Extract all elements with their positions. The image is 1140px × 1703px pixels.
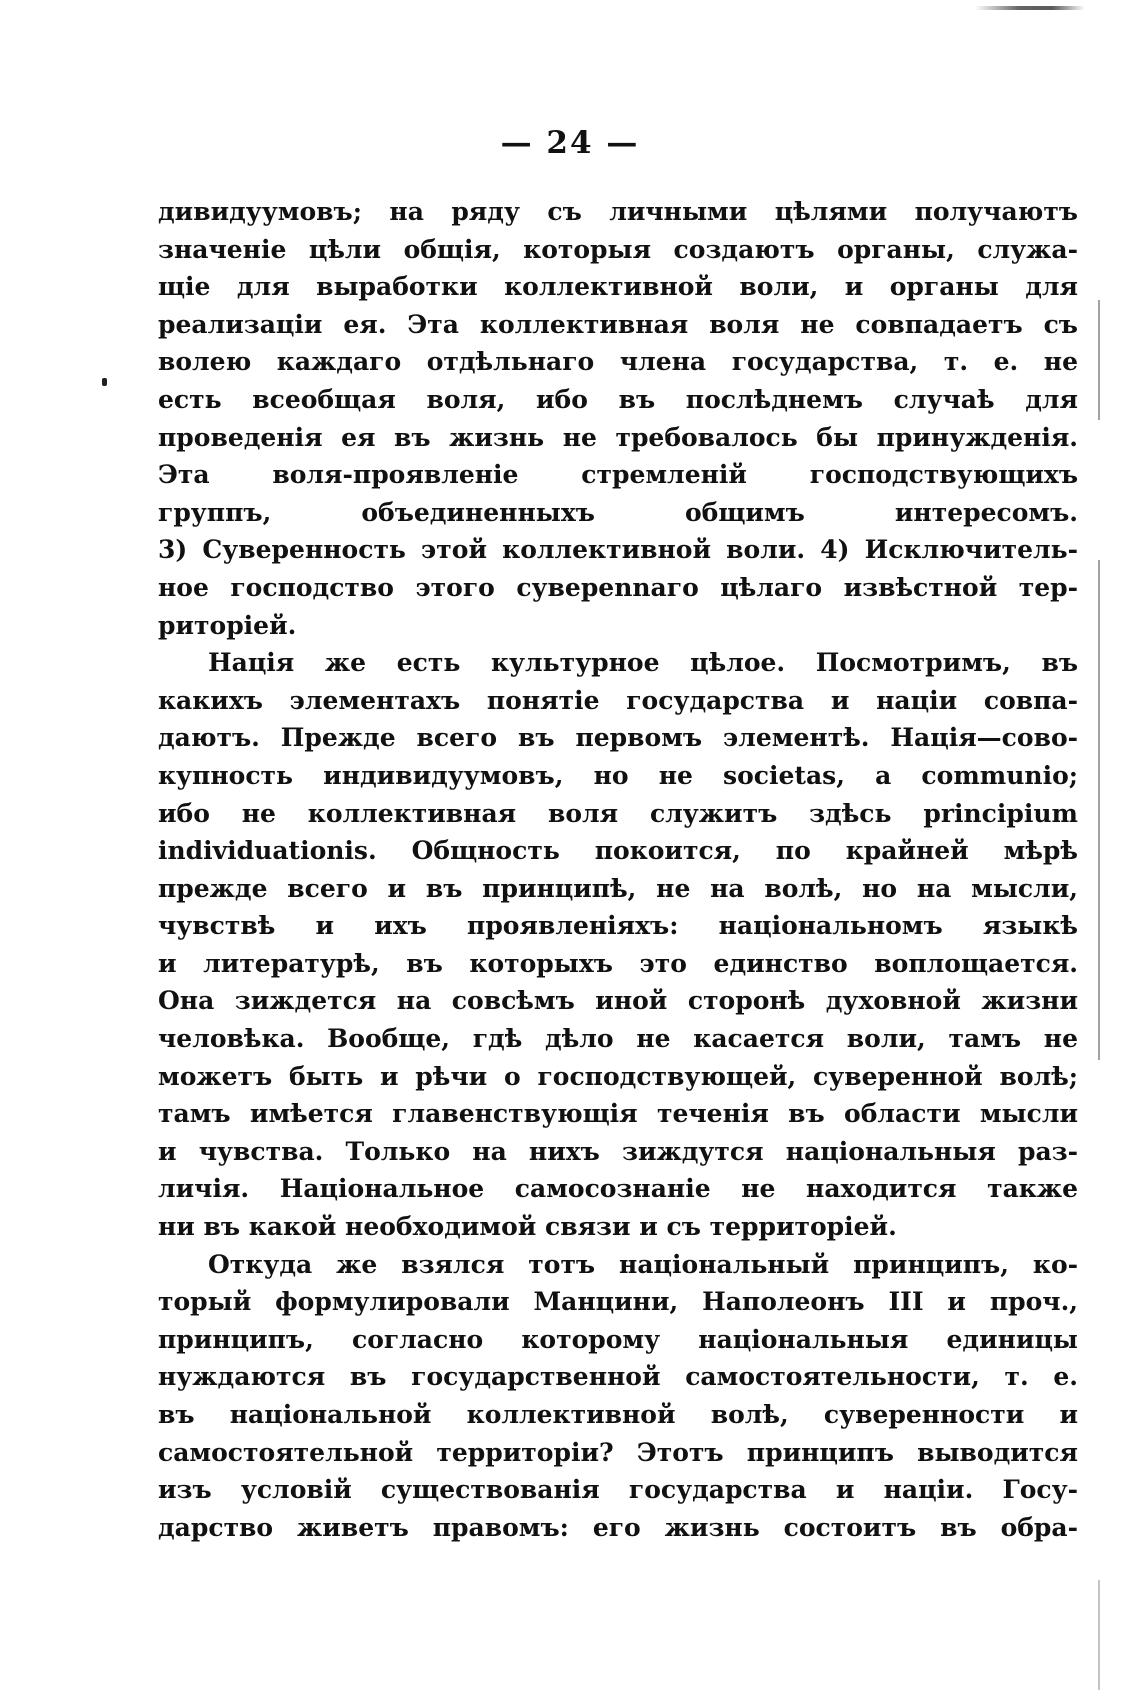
text-line: какихъ элементахъ понятіе государства и націи совпа- [158, 685, 1078, 715]
text-line: принципъ, согласно которому національныя единицы [158, 1324, 1078, 1354]
text-line: группъ, объединенныхъ общимъ интересомъ. [158, 497, 1078, 527]
text-line: проведенія ея въ жизнь не требовалось бы принужденія. [158, 422, 1078, 452]
text-line: личія. Національное самосознаніе не находится также [158, 1174, 1078, 1204]
text-line: значеніе цѣли общія, которыя создаютъ органы, служа- [158, 234, 1078, 264]
text-line: реализаціи ея. Эта коллективная воля не совпадаетъ съ [158, 309, 1078, 339]
text-line: Эта воля-проявленіе стремленій господствующихъ [158, 460, 1078, 490]
text-line: чувствѣ и ихъ проявленіяхъ: національномъ языкѣ [158, 911, 1078, 941]
text-line: есть всеобщая воля, ибо въ послѣднемъ случаѣ для [158, 384, 1078, 414]
text-line: прежде всего и въ принципѣ, не на волѣ, но на мысли, [158, 873, 1078, 903]
text-line: можетъ быть и рѣчи о господствующей, суверенной волѣ; [158, 1061, 1078, 1091]
text-line: Она зиждется на совсѣмъ иной сторонѣ духовной жизни [158, 986, 1078, 1016]
text-line: купность индивидуумовъ, но не societas, а communio; [158, 760, 1078, 790]
text-line: риторіей. [158, 610, 297, 640]
text-line: изъ условій существованія государства и націи. Госу- [158, 1475, 1078, 1505]
paragraph-start-line: Нація же есть культурное цѣлое. Посмотримъ, въ [208, 648, 1078, 678]
text-line: нуждаются въ государственной самостоятельности, т. е. [158, 1362, 1078, 1392]
text-line: дарство живетъ правомъ: его жизнь состоитъ въ обра- [158, 1512, 1078, 1542]
text-line: ное господство этого суверennaго цѣлаго извѣстной тер- [158, 572, 1078, 602]
scan-artifact-edge [1098, 560, 1100, 1060]
text-line: тамъ имѣется главенствующія теченія въ области мысли [158, 1099, 1078, 1129]
text-line: волею каждаго отдѣльнаго члена государства, т. е. не [158, 347, 1078, 377]
stray-ink-mark [102, 378, 107, 386]
text-line: человѣка. Вообще, гдѣ дѣло не касается воли, тамъ не [158, 1024, 1078, 1054]
text-line: щіе для выработки коллективной воли, и органы для [158, 272, 1078, 302]
page-number: — 24 — [500, 125, 640, 161]
text-line: дивидуумовъ; на ряду съ личными цѣлями получаютъ [158, 197, 1078, 226]
scan-artifact-edge [1098, 300, 1100, 420]
scan-artifact-corner [975, 6, 1085, 10]
text-line: и литературѣ, въ которыхъ это единство воплощается. [158, 948, 1078, 978]
text-line: торый формулировали Манцини, Наполеонъ III и проч., [158, 1287, 1078, 1317]
text-line: 3) Суверенность этой коллективной воли. 4) Исключитель- [158, 535, 1078, 565]
text-line: и чувства. Только на нихъ зиждутся національныя раз- [158, 1136, 1078, 1166]
text-line: ни въ какой необходимой связи и съ территоріей. [158, 1212, 897, 1242]
text-line: въ національной коллективной волѣ, суверенности и [158, 1400, 1078, 1429]
text-line: individuationis. Общность покоится, по крайней мѣрѣ [158, 836, 1078, 866]
body-text [158, 193, 1078, 1546]
scan-artifact-edge [1098, 1580, 1100, 1690]
paragraph-start-line: Откуда же взялся тотъ національный принципъ, ко- [208, 1249, 1078, 1279]
text-line: ибо не коллективная воля служитъ здѣсь principium [158, 798, 1078, 828]
text-line: самостоятельной территоріи? Этотъ принципъ выводится [158, 1437, 1078, 1467]
text-line: даютъ. Прежде всего въ первомъ элементѣ. Нація—сово- [158, 723, 1078, 753]
